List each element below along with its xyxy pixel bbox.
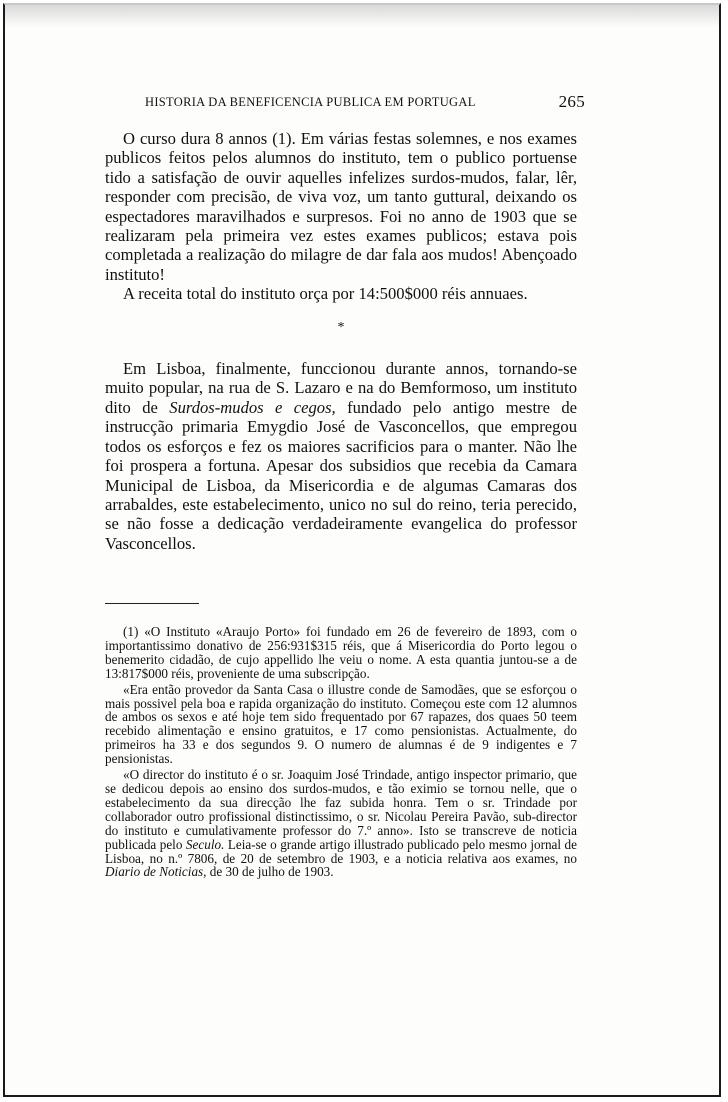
paragraph-course-duration: O curso dura 8 annos (1). Em várias festas solemnes, e nos exames publicos feitos pelos alumnos do instituto, tem o publico portuense tido a satisfação de ouvir aquelles infelizes surdos-mudos, falar, lêr, responder com precisão, de viva voz, um tanto guttural, deixando os espectadores maravilhados e surpresos. Foi no anno de 1903 que se realizaram pela primeira vez estes exames publicos; estava pois completada a realização do milagre de dar fala aos mudos! Abençoado instituto! <box>105 129 577 284</box>
lisboa-text-end: fundado pelo antigo mestre de instrucção primaria Emygdio José de Vasconcellos, que empregou todos os esforços e fez os maiores sacrificios para o manter. Não lhe foi prospera a fortuna. Apesar dos subsidios que recebia da Camara Municipal de Lisboa, da Misericordia e de algumas Camaras dos arrabaldes, este estabelecimento, unico no sul do reino, teria perecido, se não fosse a dedicação verdadeiramente evangelica do professor Vasconcellos. <box>105 397 578 553</box>
running-header <box>145 92 585 111</box>
footnote-1: (1) «O Instituto «Araujo Porto» foi fundado em 26 de fevereiro de 1893, com o importantissimo donativo de 256:931$315 réis, que á Misericordia do Porto legou o benemerito cidadão, de cujo appellido lhe veiu o nome. A esta quantia juntou-se a de 13:817$000 réis, proveniente de uma subscripção. <box>105 624 577 681</box>
lisboa-text-start: Em Lisboa, finalmente, funccionou durante annos, tornando-se muito popular, na rua de S. Lazaro e na do Bemformoso, um instituto dito de <box>105 359 577 417</box>
footnote-3-part-c: de 30 de julho de 1903. <box>206 864 334 880</box>
newspaper-seculo: Seculo. <box>185 836 225 852</box>
running-title: HISTORIA DA BENEFICENCIA PUBLICA EM PORTUGAL <box>145 95 476 109</box>
footnote-3-part-b: Leia-se o grande artigo illustrado publicado pelo mesmo jornal de Lisboa, no n.º 7806, de 20 de setembro de 1903, e a noticia relativa aos exames, no <box>105 836 577 866</box>
page-number: 265 <box>558 92 585 111</box>
footnote-3 <box>105 768 577 879</box>
footnote-divider <box>105 603 199 604</box>
institute-name-italic: Surdos-mudos e cegos, <box>169 397 336 417</box>
footnote-2: «Era então provedor da Santa Casa o illustre conde de Samodães, que se esforçou o mais possivel pela boa e rapida organização do instituto. Começou este com 12 alumnos de ambos os sexos e até hoje tem sido frequentado por 67 rapazes, dos quaes 50 teem recebido alimentação e ensino gratuitos, e 17 como pensionistas. Actualmente, do primeiros ha 33 e dos segundos 9. O numero de alumnas é de 9 indigentes e 7 pensionistas. <box>105 681 577 767</box>
section-asterism: * <box>337 319 345 335</box>
book-page <box>3 3 721 1097</box>
footnotes <box>105 625 577 881</box>
newspaper-diario: Diario de Noticias, <box>105 864 207 880</box>
page-edge-shadow <box>5 5 719 27</box>
footnote-3-part-a: «O director do instituto é o sr. Joaquim José Trindade, antigo inspector primario, que se dedicou depois ao ensino dos surdos-mudos, e tão eximio se tornou nelle, que o estabelecimento da sua direcção lhe faz subida honra. Tem o sr. Trindade por collaborador outro profissional distinctissimo, o sr. Nicolau Pereira Pavão, sub-director do instituto e cumulativamente professor do 7.º anno». Isto se transcreve de noticia publicada pelo <box>105 767 577 852</box>
main-text <box>105 129 577 553</box>
paragraph-lisboa-institute <box>105 359 577 553</box>
paragraph-revenue: A receita total do instituto orça por 14:500$000 réis annuaes. <box>123 284 528 304</box>
